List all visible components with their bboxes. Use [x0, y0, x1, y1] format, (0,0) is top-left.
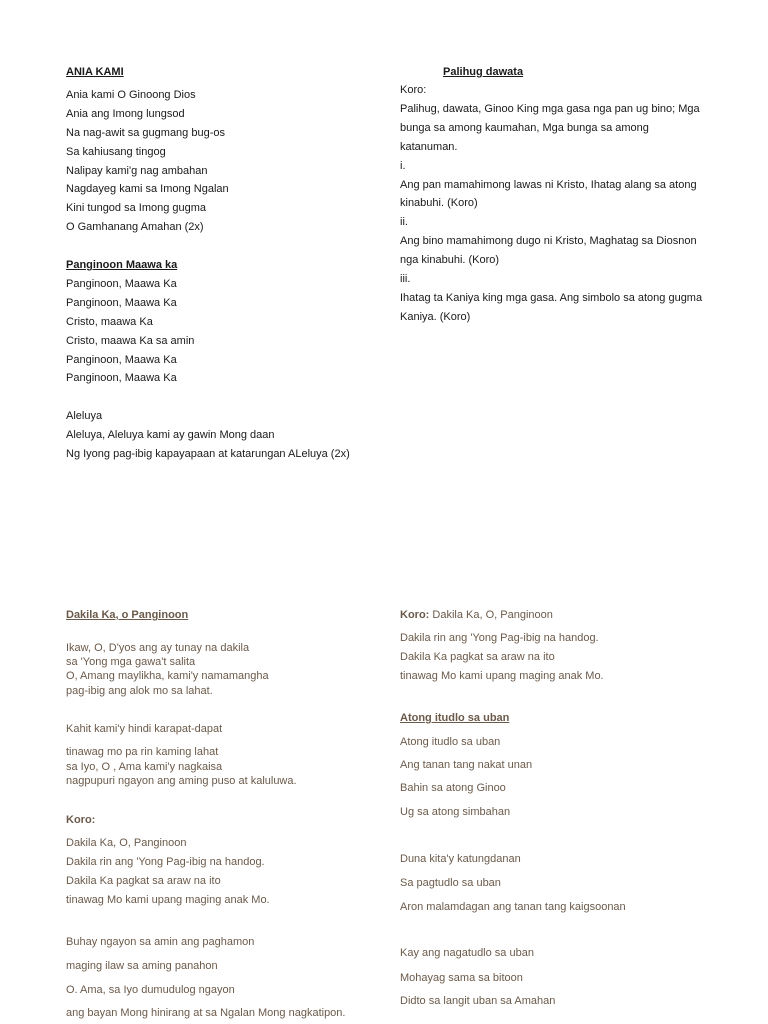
lyric-line: Nalipay kami'g nag ambahan: [66, 165, 208, 177]
lyric-line: Panginoon, Maawa Ka: [66, 297, 177, 309]
dakila-title: Dakila Ka, o Panginoon: [66, 609, 189, 621]
verse-number: i.: [400, 160, 406, 172]
lyric-line: Dakila Ka pagkat sa araw na ito: [66, 875, 221, 887]
lyric-line: Ania kami O Ginoong Dios: [66, 89, 196, 101]
lyric-line: Kahit kami'y hindi karapat-dapat: [66, 723, 223, 735]
lyric-line: Aron malamdagan ang tanan tang kaigsoonan: [400, 901, 626, 913]
lyric-line: Dakila Ka pagkat sa araw na ito: [400, 651, 555, 663]
lyric-line: ang bayan Mong hinirang at sa Ngalan Mong nagkatipon.: [66, 1007, 346, 1019]
lyric-line: Panginoon, Maawa Ka: [66, 372, 177, 384]
lyric-line: Panginoon, Maawa Ka: [66, 354, 177, 366]
verse-number: ii.: [400, 216, 408, 228]
atong-title: Atong itudlo sa uban: [400, 712, 510, 724]
lyric-line: O, Amang maylikha, kami'y namamangha: [66, 670, 269, 682]
ania-kami-title: ANIA KAMI: [66, 66, 124, 78]
lyric-line: nga kinabuhi. (Koro): [400, 254, 500, 266]
lyric-line: Bahin sa atong Ginoo: [400, 782, 506, 794]
lyric-line: Duna kita'y katungdanan: [400, 853, 521, 865]
lyric-line: kinabuhi. (Koro): [400, 197, 478, 209]
koro-label: Koro:: [400, 84, 427, 96]
lyric-line: Palihug, dawata, Ginoo King mga gasa nga pan ug bino; Mga: [400, 103, 700, 115]
lyric-line: Na nag-awit sa gugmang bug-os: [66, 127, 225, 139]
lyric-line: Dakila rin ang 'Yong Pag-ibig na handog.: [400, 632, 599, 644]
lyric-line: sa Iyo, O , Ama kami'y nagkaisa: [66, 761, 223, 773]
lyric-line: Nagdayeg kami sa Imong Ngalan: [66, 183, 229, 195]
lyric-line: Ania ang Imong lungsod: [66, 108, 185, 120]
lyric-line: Buhay ngayon sa amin ang paghamon: [66, 936, 255, 948]
lyric-line: sa 'Yong mga gawa't salita: [66, 656, 196, 668]
lyric-line: Didto sa langit uban sa Amahan: [400, 995, 556, 1007]
panginoon-title: Panginoon Maawa ka: [66, 259, 178, 271]
lyric-line: Aleluya, Aleluya kami ay gawin Mong daan: [66, 429, 275, 441]
lyric-line: Kaniya. (Koro): [400, 311, 471, 323]
lyric-line: Ikaw, O, D'yos ang ay tunay na dakila: [66, 642, 250, 654]
lyric-line: Atong itudlo sa uban: [400, 736, 501, 748]
lyric-line: Ihatag ta Kaniya king mga gasa. Ang simbolo sa atong gugma: [400, 292, 703, 304]
lyric-line: tinawag Mo kami upang maging anak Mo.: [400, 670, 604, 682]
lyric-line: Ang pan mamahimong lawas ni Kristo, Ihatag alang sa atong: [400, 179, 697, 191]
lyric-line: Ang tanan tang nakat unan: [400, 759, 533, 771]
koro-label: Koro:: [400, 609, 430, 621]
lyric-line: Dakila Ka, O, Panginoon: [432, 609, 553, 621]
lyric-line: katanuman.: [400, 141, 458, 153]
lyric-line: tinawag Mo kami upang maging anak Mo.: [66, 894, 270, 906]
koro-first-line: [400, 609, 553, 621]
verse-number: iii.: [400, 273, 411, 285]
lyric-line: Cristo, maawa Ka: [66, 316, 153, 328]
lyric-line: Mohayag sama sa bitoon: [400, 972, 523, 984]
lyric-line: nagpupuri ngayon ang aming puso at kaluluwa.: [66, 775, 297, 787]
lyric-line: Ug sa atong simbahan: [400, 806, 511, 818]
lyric-line: Ng Iyong pag-ibig kapayapaan at katarungan ALeluya (2x): [66, 448, 350, 460]
lyric-line: tinawag mo pa rin kaming lahat: [66, 746, 219, 758]
lyric-line: Kay ang nagatudlo sa uban: [400, 947, 534, 959]
lyric-line: Cristo, maawa Ka sa amin: [66, 335, 195, 347]
lyric-line: Sa pagtudlo sa uban: [400, 877, 501, 889]
lyric-line: pag-ibig ang alok mo sa lahat.: [66, 685, 213, 697]
lyric-line: Dakila rin ang 'Yong Pag-ibig na handog.: [66, 856, 265, 868]
palihug-title: Palihug dawata: [443, 66, 524, 78]
lyric-line: maging ilaw sa aming panahon: [66, 960, 218, 972]
lyric-line: Panginoon, Maawa Ka: [66, 278, 177, 290]
lyric-line: Kini tungod sa Imong gugma: [66, 202, 207, 214]
aleluya-heading: Aleluya: [66, 410, 103, 422]
lyric-line: O Gamhanang Amahan (2x): [66, 221, 204, 233]
koro-label: Koro:: [66, 814, 96, 826]
lyric-line: Sa kahiusang tingog: [66, 146, 166, 158]
lyric-line: O. Ama, sa Iyo dumudulog ngayon: [66, 984, 235, 996]
lyric-line: Ang bino mamahimong dugo ni Kristo, Maghatag sa Diosnon: [400, 235, 697, 247]
lyric-line: Dakila Ka, O, Panginoon: [66, 837, 187, 849]
lyric-line: bunga sa among kaumahan, Mga bunga sa among: [400, 122, 649, 134]
